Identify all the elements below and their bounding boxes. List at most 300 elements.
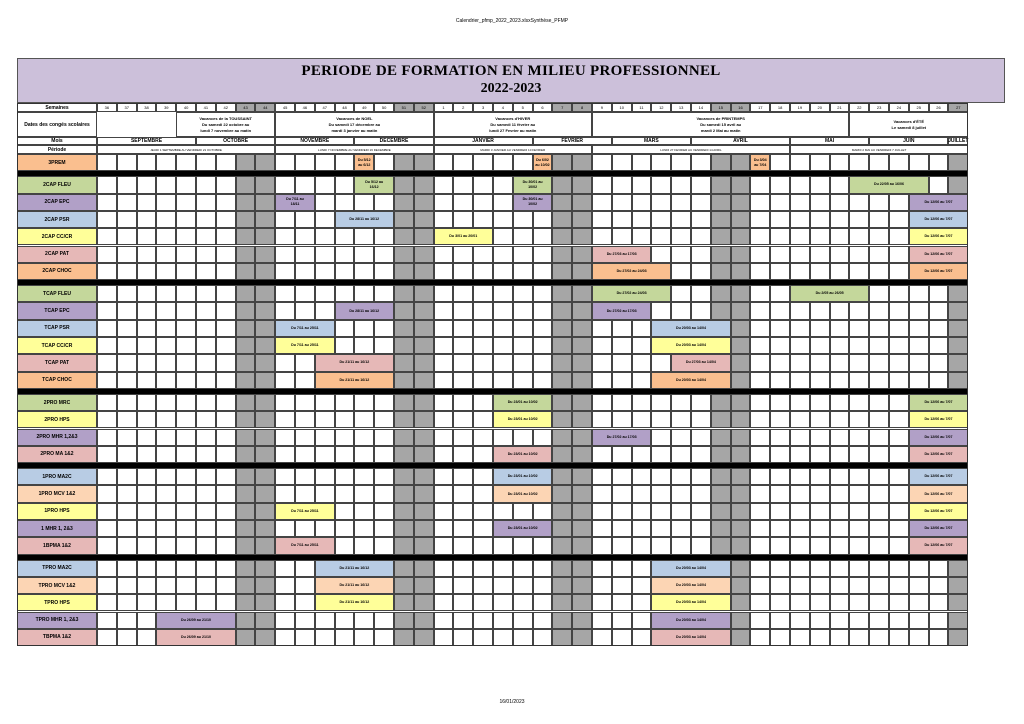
week-cell — [750, 354, 770, 371]
week-cell — [671, 302, 691, 319]
internship-period[interactable]: Du 3/01 au 20/01 — [434, 228, 493, 245]
internship-period[interactable]: Du 21/11 au 16/12 — [315, 577, 394, 594]
week-cell — [117, 246, 137, 263]
week-cell — [473, 612, 493, 629]
holiday-week-cell — [552, 154, 572, 171]
file-header: Calendrier_pfmp_2022_2023.xlsxSynthèse_PFMP — [455, 18, 569, 24]
week-cell — [929, 302, 949, 319]
internship-period[interactable]: Du 7/11 au 18/11 — [275, 194, 315, 211]
week-cell — [137, 520, 157, 537]
week-cell — [770, 354, 790, 371]
holiday-week-cell — [255, 429, 275, 446]
week-cell — [473, 320, 493, 337]
internship-period[interactable]: Du 20/03 au 14/04 — [651, 320, 730, 337]
internship-period[interactable]: Du 12/06 au 7/07 — [909, 520, 968, 537]
week-cell — [196, 394, 216, 411]
week-cell — [909, 302, 929, 319]
class-label: 1PRO MA2C — [17, 468, 97, 485]
week-cell — [434, 577, 454, 594]
internship-period[interactable]: Du 20/03 au 14/04 — [651, 372, 730, 389]
week-cell — [750, 372, 770, 389]
week-cell — [156, 320, 176, 337]
week-cell — [275, 520, 295, 537]
internship-period[interactable]: Du 12/06 au 7/07 — [909, 503, 968, 520]
internship-period[interactable]: Du 26/09 au 21/10 — [156, 629, 235, 646]
internship-period[interactable]: Du 28/11 au 16/12 — [335, 211, 394, 228]
week-cell — [869, 446, 889, 463]
week-cell — [612, 211, 632, 228]
internship-period[interactable]: Du 2/05 au 26/05 — [790, 285, 869, 302]
week-cell — [275, 228, 295, 245]
internship-period[interactable]: Du 12/06 au 7/07 — [909, 411, 968, 428]
week-cell — [513, 577, 533, 594]
week-cell — [453, 503, 473, 520]
week-cell — [750, 263, 770, 280]
week-cell — [295, 411, 315, 428]
internship-period[interactable]: Du 27/02 au 17/03 — [592, 429, 651, 446]
holiday-week-cell — [572, 372, 592, 389]
week-cell — [770, 394, 790, 411]
internship-period[interactable]: Du 30/01 au 10/02 — [513, 176, 553, 193]
holiday-week-cell — [394, 211, 414, 228]
internship-period[interactable]: Du 30/01 au 10/02 — [513, 194, 553, 211]
holiday-week-cell — [255, 612, 275, 629]
week-cell — [651, 194, 671, 211]
internship-period[interactable]: Du 7/11 au 25/11 — [275, 337, 334, 354]
internship-period[interactable]: Du 21/11 au 16/12 — [315, 560, 394, 577]
week-cell — [889, 411, 909, 428]
week-cell — [830, 263, 850, 280]
week-cell — [335, 629, 355, 646]
week-cell — [216, 485, 236, 502]
week-cell — [434, 302, 454, 319]
internship-period[interactable]: Du 20/03 au 14/04 — [651, 560, 730, 577]
internship-period[interactable]: Du 28/11 au 16/12 — [335, 302, 394, 319]
holiday-week-cell — [552, 560, 572, 577]
week-number: 36 — [97, 103, 117, 112]
week-cell — [156, 429, 176, 446]
holiday-week-cell — [394, 594, 414, 611]
internship-period[interactable]: Du 3/04 au 7/04 — [750, 154, 770, 171]
week-cell — [295, 520, 315, 537]
internship-period[interactable]: Du 12/06 au 7/07 — [909, 485, 968, 502]
week-number: 39 — [156, 103, 176, 112]
week-cell — [137, 320, 157, 337]
week-cell — [156, 354, 176, 371]
week-cell — [849, 629, 869, 646]
week-cell — [513, 263, 533, 280]
internship-period[interactable]: Du 7/11 au 25/11 — [275, 320, 334, 337]
week-cell — [691, 485, 711, 502]
holiday-week-cell — [552, 302, 572, 319]
week-cell — [750, 520, 770, 537]
internship-period[interactable]: Du 27/02 au 24/03 — [592, 263, 671, 280]
internship-period[interactable]: Du 7/11 au 25/11 — [275, 537, 334, 554]
week-cell — [374, 228, 394, 245]
holiday-week-cell — [711, 394, 731, 411]
internship-period[interactable]: Du 27/03 au 17/03 — [592, 246, 651, 263]
holiday-week-cell — [255, 577, 275, 594]
week-number: 23 — [869, 103, 889, 112]
holiday-week-cell — [394, 194, 414, 211]
week-cell — [632, 629, 652, 646]
holiday-week-cell — [572, 503, 592, 520]
week-cell — [453, 468, 473, 485]
internship-period[interactable]: Du 27/02 au 24/03 — [592, 285, 671, 302]
week-cell — [632, 560, 652, 577]
week-cell — [790, 446, 810, 463]
holiday-week-cell — [255, 411, 275, 428]
holiday-week-cell — [414, 594, 434, 611]
internship-period[interactable]: Du 5/12 au 16/12 — [354, 176, 394, 193]
holiday-week-cell — [572, 429, 592, 446]
week-cell — [810, 320, 830, 337]
week-number: 21 — [830, 103, 850, 112]
week-cell — [315, 446, 335, 463]
week-cell — [295, 429, 315, 446]
week-cell — [790, 577, 810, 594]
week-cell — [275, 302, 295, 319]
class-label: 1BPMA 1&2 — [17, 537, 97, 554]
week-cell — [97, 211, 117, 228]
week-cell — [374, 629, 394, 646]
internship-period[interactable]: Du 23/01 au 10/02 — [493, 520, 552, 537]
week-cell — [533, 577, 553, 594]
week-cell — [176, 228, 196, 245]
week-cell — [889, 520, 909, 537]
week-cell — [216, 246, 236, 263]
holiday-week-cell — [572, 263, 592, 280]
week-cell — [335, 394, 355, 411]
internship-period[interactable]: Du 7/11 au 25/11 — [275, 503, 334, 520]
week-cell — [216, 411, 236, 428]
holiday-week-cell — [255, 337, 275, 354]
week-cell — [216, 372, 236, 389]
week-cell — [929, 594, 949, 611]
internship-period[interactable]: Du 12/06 au 7/07 — [909, 194, 968, 211]
school-year: 2022-2023 — [480, 81, 542, 96]
week-cell — [830, 612, 850, 629]
holiday-week-cell — [731, 228, 751, 245]
week-cell — [671, 228, 691, 245]
week-cell — [97, 372, 117, 389]
week-number: 45 — [275, 103, 295, 112]
week-number: 51 — [394, 103, 414, 112]
internship-period[interactable]: Du 27/03 au 14/04 — [671, 354, 730, 371]
week-cell — [830, 468, 850, 485]
internship-period[interactable]: Du 20/03 au 14/04 — [651, 337, 730, 354]
week-cell — [810, 503, 830, 520]
week-number: 17 — [750, 103, 770, 112]
period-cell: MARDI 2 MAI AU VENDREDI 7 JUILLET — [790, 145, 968, 154]
week-cell — [156, 176, 176, 193]
holiday-week-cell — [255, 560, 275, 577]
internship-period[interactable]: Du 12/06 au 7/07 — [909, 468, 968, 485]
week-number: 15 — [711, 103, 731, 112]
week-cell — [117, 485, 137, 502]
holiday-week-cell — [414, 429, 434, 446]
week-cell — [434, 520, 454, 537]
week-cell — [513, 337, 533, 354]
holiday-week-cell — [552, 246, 572, 263]
week-cell — [216, 594, 236, 611]
week-cell — [473, 337, 493, 354]
internship-period[interactable]: Du 12/06 au 7/07 — [909, 446, 968, 463]
internship-period[interactable]: Du 23/01 au 10/02 — [493, 446, 552, 463]
month-cell: AVRIL — [691, 137, 790, 145]
week-cell — [97, 537, 117, 554]
week-cell — [335, 503, 355, 520]
internship-period[interactable]: Du 12/06 au 7/07 — [909, 537, 968, 554]
month-cell: MAI — [790, 137, 869, 145]
week-cell — [295, 176, 315, 193]
week-cell — [434, 594, 454, 611]
week-cell — [691, 411, 711, 428]
holiday-week-cell — [552, 429, 572, 446]
internship-period[interactable]: Du 12/06 au 7/07 — [909, 211, 968, 228]
week-cell — [513, 154, 533, 171]
week-cell — [592, 537, 612, 554]
week-cell — [810, 560, 830, 577]
internship-period[interactable]: Du 21/11 au 16/12 — [315, 354, 394, 371]
holiday-week-cell — [414, 468, 434, 485]
internship-period[interactable]: Du 20/03 au 14/04 — [651, 612, 730, 629]
month-cell: NOVEMBRE — [275, 137, 354, 145]
week-cell — [750, 537, 770, 554]
week-cell — [97, 285, 117, 302]
week-cell — [176, 485, 196, 502]
holiday-week-cell — [711, 285, 731, 302]
week-cell — [671, 285, 691, 302]
internship-period[interactable]: Du 20/03 au 14/04 — [651, 629, 730, 646]
internship-period[interactable]: Du 21/11 au 16/12 — [315, 372, 394, 389]
week-cell — [453, 577, 473, 594]
holiday-week-cell — [948, 154, 968, 171]
week-cell — [453, 194, 473, 211]
holiday-week-cell — [552, 537, 572, 554]
week-cell — [97, 468, 117, 485]
week-cell — [295, 560, 315, 577]
week-cell — [849, 446, 869, 463]
period-cell: LUNDI 7 NOVEMBRE AU VENDREDI 16 DECEMBRE — [275, 145, 433, 154]
internship-period[interactable]: Du 23/01 au 10/02 — [493, 485, 552, 502]
holiday-week-cell — [948, 176, 968, 193]
internship-period[interactable]: Du 22/05 au 16/06 — [849, 176, 928, 193]
week-cell — [869, 211, 889, 228]
week-cell — [137, 285, 157, 302]
week-cell — [691, 194, 711, 211]
week-cell — [592, 211, 612, 228]
week-cell — [612, 154, 632, 171]
internship-period[interactable]: Du 20/03 au 14/04 — [651, 577, 730, 594]
week-number: 38 — [137, 103, 157, 112]
week-cell — [810, 154, 830, 171]
week-cell — [97, 629, 117, 646]
week-cell — [137, 394, 157, 411]
week-cell — [889, 485, 909, 502]
weeks-label: Semaines — [17, 103, 97, 112]
week-number: 14 — [691, 103, 711, 112]
week-cell — [929, 560, 949, 577]
holiday-week-cell — [414, 228, 434, 245]
internship-period[interactable]: Du 12/06 au 7/07 — [909, 429, 968, 446]
holiday-cell: Vacances de PRINTEMPS Du samedi 15 avril au mardi 2 Mai au matin — [592, 112, 849, 137]
week-cell — [849, 228, 869, 245]
week-cell — [869, 537, 889, 554]
week-cell — [513, 560, 533, 577]
week-cell — [453, 629, 473, 646]
week-cell — [434, 194, 454, 211]
week-cell — [849, 394, 869, 411]
week-cell — [513, 246, 533, 263]
week-cell — [869, 302, 889, 319]
week-cell — [612, 194, 632, 211]
internship-period[interactable]: Du 6/02 au 10/02 — [533, 154, 553, 171]
week-cell — [651, 394, 671, 411]
holiday-week-cell — [572, 577, 592, 594]
week-cell — [889, 503, 909, 520]
week-cell — [810, 372, 830, 389]
week-cell — [196, 503, 216, 520]
week-cell — [691, 228, 711, 245]
week-cell — [830, 176, 850, 193]
holiday-week-cell — [255, 176, 275, 193]
week-cell — [117, 577, 137, 594]
week-cell — [473, 372, 493, 389]
week-cell — [770, 411, 790, 428]
internship-period[interactable]: Du 21/11 au 16/12 — [315, 594, 394, 611]
week-cell — [750, 468, 770, 485]
week-cell — [354, 537, 374, 554]
week-cell — [176, 577, 196, 594]
holiday-week-cell — [552, 337, 572, 354]
week-cell — [374, 446, 394, 463]
week-cell — [651, 503, 671, 520]
calendar-grid — [17, 103, 1005, 665]
week-cell — [156, 577, 176, 594]
internship-period[interactable]: Du 12/06 au 7/07 — [909, 246, 968, 263]
week-number: 42 — [216, 103, 236, 112]
week-cell — [117, 176, 137, 193]
week-cell — [671, 263, 691, 280]
week-cell — [869, 354, 889, 371]
holiday-week-cell — [255, 394, 275, 411]
internship-period[interactable]: Du 23/01 au 10/02 — [493, 468, 552, 485]
week-cell — [533, 285, 553, 302]
week-cell — [533, 503, 553, 520]
week-cell — [592, 154, 612, 171]
week-cell — [632, 537, 652, 554]
week-cell — [790, 503, 810, 520]
week-cell — [354, 411, 374, 428]
week-cell — [117, 354, 137, 371]
internship-period[interactable]: Du 12/06 au 7/07 — [909, 228, 968, 245]
period-cell: JEUDI 1 SEPTEMBRE AU VENDREDI 21 OCTOBRE — [97, 145, 275, 154]
week-cell — [275, 446, 295, 463]
holiday-week-cell — [414, 194, 434, 211]
week-cell — [176, 594, 196, 611]
week-cell — [889, 629, 909, 646]
week-cell — [612, 176, 632, 193]
holiday-week-cell — [394, 577, 414, 594]
week-cell — [513, 629, 533, 646]
internship-period[interactable]: Du 23/01 au 10/02 — [493, 394, 552, 411]
week-cell — [354, 520, 374, 537]
holiday-week-cell — [414, 320, 434, 337]
week-cell — [830, 429, 850, 446]
week-cell — [295, 228, 315, 245]
week-number: 47 — [315, 103, 335, 112]
holiday-week-cell — [711, 194, 731, 211]
internship-period[interactable]: Du 20/03 au 14/04 — [651, 594, 730, 611]
week-cell — [335, 337, 355, 354]
week-cell — [691, 176, 711, 193]
holiday-week-cell — [394, 372, 414, 389]
week-cell — [790, 154, 810, 171]
week-cell — [453, 337, 473, 354]
week-cell — [354, 446, 374, 463]
internship-period[interactable]: Du 26/09 au 21/10 — [156, 612, 235, 629]
internship-period[interactable]: Du 23/01 au 10/02 — [493, 411, 552, 428]
week-cell — [651, 411, 671, 428]
week-number: 43 — [236, 103, 256, 112]
holiday-week-cell — [731, 577, 751, 594]
week-cell — [790, 354, 810, 371]
week-cell — [196, 372, 216, 389]
holiday-week-cell — [394, 429, 414, 446]
week-cell — [869, 228, 889, 245]
holiday-week-cell — [255, 320, 275, 337]
week-cell — [849, 302, 869, 319]
week-cell — [216, 429, 236, 446]
week-cell — [909, 354, 929, 371]
week-cell — [137, 537, 157, 554]
holiday-week-cell — [552, 612, 572, 629]
week-cell — [770, 176, 790, 193]
holiday-week-cell — [572, 154, 592, 171]
internship-period[interactable]: Du 12/06 au 7/07 — [909, 394, 968, 411]
holiday-week-cell — [236, 302, 256, 319]
week-cell — [770, 468, 790, 485]
week-cell — [929, 337, 949, 354]
week-cell — [849, 485, 869, 502]
holiday-week-cell — [236, 468, 256, 485]
week-cell — [770, 263, 790, 280]
week-cell — [354, 629, 374, 646]
internship-period[interactable]: Du 12/06 au 7/07 — [909, 263, 968, 280]
holiday-week-cell — [236, 411, 256, 428]
week-cell — [295, 485, 315, 502]
internship-period[interactable]: Du 5/12 au 6/12 — [354, 154, 374, 171]
week-cell — [137, 354, 157, 371]
week-cell — [533, 629, 553, 646]
week-cell — [473, 263, 493, 280]
week-cell — [790, 520, 810, 537]
week-cell — [117, 394, 137, 411]
week-cell — [849, 468, 869, 485]
week-cell — [453, 394, 473, 411]
week-number: 50 — [374, 103, 394, 112]
holiday-week-cell — [552, 468, 572, 485]
week-cell — [849, 263, 869, 280]
internship-period[interactable]: Du 27/02 au 17/03 — [592, 302, 651, 319]
week-cell — [849, 411, 869, 428]
week-cell — [453, 429, 473, 446]
week-cell — [493, 285, 513, 302]
week-cell — [830, 320, 850, 337]
week-cell — [176, 372, 196, 389]
week-cell — [473, 629, 493, 646]
